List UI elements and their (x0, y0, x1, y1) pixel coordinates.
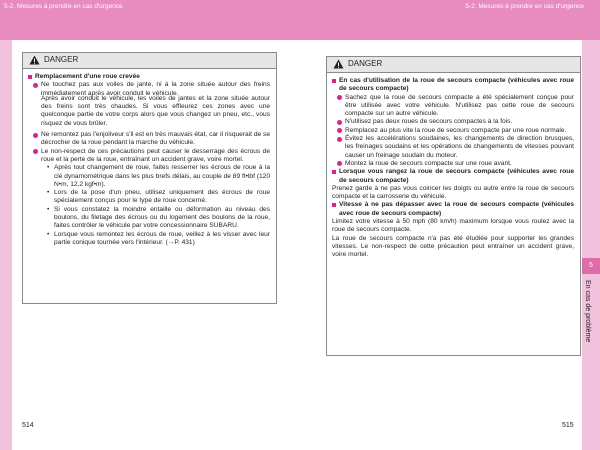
left-margin-band (0, 40, 12, 450)
running-header-left: 5-2. Mesures à prendre en cas d'urgence (4, 3, 123, 10)
right-margin-band (582, 40, 600, 450)
chapter-number-tab: 5 (582, 258, 600, 274)
warning-triangle-icon (29, 55, 40, 65)
bullet-item: Évitez les accélérations soudaines, les changements de direction brusques, les freinages soudains et les opérations de changements de vitesses pouvant causer un freinage soudain du moteur. (332, 135, 574, 160)
header-band-left (0, 0, 300, 40)
danger-box-right (326, 56, 581, 356)
danger-header (327, 57, 580, 73)
bullet-item: Le non-respect de ces précautions peut causer le desserrage des écrous de roue et la perte de la roue, entraînant un accident grave, voire mortel. (28, 148, 270, 165)
bullet-item: Sachez que la roue de secours compacte a été spécialement conçue pour être utilisée avec votre véhicule. N'utilisez pas cette roue de secours compacte sur un autre véhicule. (332, 94, 574, 119)
chapter-label (584, 280, 598, 370)
running-header-right: 5-2. Mesures à prendre en cas d'urgence (465, 3, 584, 10)
page-number-left: 514 (22, 422, 34, 429)
list-item: • Lors de la pose d'un pneu, utilisez uniquement des écrous de roue spécialement conçus pour le type de roue concerné. (41, 189, 270, 206)
list-item: • Si vous constatez la moindre entaille ou déformation au niveau des boulons, du filetage des écrous ou du logement des boulons de la roue, faites contrôler le véhicule par votre concessionnaire SUBARU. (41, 206, 270, 231)
danger-title: DANGER (44, 55, 79, 64)
section-heading: Vitesse à ne pas dépasser avec la roue de secours compacte (véhicules avec roue de secours compacte) (332, 201, 574, 218)
header-band-right (300, 0, 600, 40)
list-item: • Après tout changement de roue, faites resserrer les écrous de roue à la clé dynamométrique dans les plus brefs délais, au couple de 89 ft•lbf (120 N•m, 12,2 kgf•m). (41, 164, 270, 189)
bullet-item: N'utilisez pas deux roues de secours compactes à la fois. (332, 118, 574, 126)
bullet-item: Montez la roue de secours compacte sur une roue avant. (332, 160, 574, 168)
list-item: • Lorsque vous remontez les écrous de roue, veillez à les visser avec leur partie conique tournée vers l'intérieur. (→P. 431) (41, 231, 270, 248)
danger-header (23, 53, 276, 69)
bullet-item: Ne touchez pas aux voiles de jante, ni à la zone située autour des freins immédiatement après avoir conduit le véhicule. (28, 81, 270, 98)
bullet-continuation: Après avoir conduit le véhicule, les voiles de jantes et la zone située autour des freins sont très chaudes. Si vous effleurez ces zones avec une quelconque partie de votre corps alors que vous changez un pneu, etc., vous risquez de vous brûler. (41, 94, 270, 127)
dot-list (28, 164, 270, 247)
bullet-item: Ne remontez pas l'enjoliveur s'il est en très mauvais état, car il risquerait de se décrocher de la roue pendant la marche du véhicule. (28, 131, 270, 148)
section-heading: En cas d'utilisation de la roue de secours compacte (véhicules avec roue de secours compacte) (332, 77, 574, 94)
paragraph: Limitez votre vitesse à 50 mph (80 km/h) maximum lorsque vous roulez avec la roue de secours compacte. (332, 218, 574, 234)
section-heading: Remplacement d'une roue crevée (28, 73, 270, 81)
paragraph: Prenez garde à ne pas vous coincer les doigts ou autre entre la roue de secours compacte et la carrosserie du véhicule. (332, 184, 574, 201)
section-heading: Lorsque vous rangez la roue de secours compacte (véhicules avec roue de secours compacte) (332, 168, 574, 185)
warning-triangle-icon (333, 59, 344, 69)
danger-content (327, 73, 580, 260)
bullet-item: Remplacez au plus vite la roue de secours compacte par une roue normale. (332, 127, 574, 135)
danger-box-left (22, 52, 277, 304)
paragraph: La roue de secours compacte n'a pas été étudiée pour supporter les grandes vitesses. Le non-respect de cette précaution peut entraîner un accident grave, voire mortel. (332, 234, 574, 259)
chapter-label-text: En cas de problème (584, 280, 591, 343)
page-number-right: 515 (562, 422, 574, 429)
danger-title: DANGER (348, 59, 383, 68)
danger-content (23, 69, 276, 247)
